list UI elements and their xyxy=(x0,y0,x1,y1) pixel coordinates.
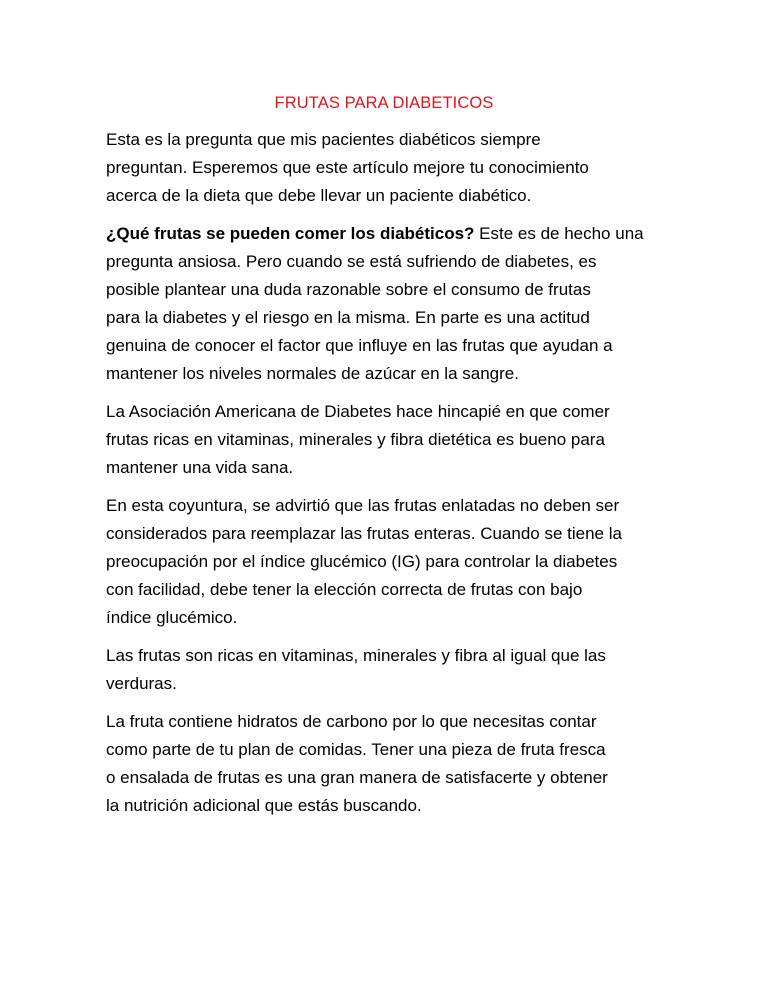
document-title: FRUTAS PARA DIABETICOS xyxy=(274,94,494,112)
text-line: frutas ricas en vitaminas, minerales y fibra dietética es bueno para xyxy=(106,430,605,449)
paragraph-asociacion xyxy=(106,398,666,482)
text-line: Este es de hecho una xyxy=(474,224,644,243)
text-line: con facilidad, debe tener la elección correcta de frutas con bajo xyxy=(106,580,583,599)
document-body xyxy=(106,126,666,830)
text-line: o ensalada de frutas es una gran manera de satisfacerte y obtener xyxy=(106,768,608,787)
paragraph-verduras xyxy=(106,642,666,698)
text-line: índice glucémico. xyxy=(106,608,238,627)
paragraph-hidratos xyxy=(106,708,666,820)
text-line: verduras. xyxy=(106,674,177,693)
text-line: pregunta ansiosa. Pero cuando se está sufriendo de diabetes, es xyxy=(106,252,597,271)
text-line: Las frutas son ricas en vitaminas, minerales y fibra al igual que las xyxy=(106,646,606,665)
text-line: La fruta contiene hidratos de carbono por lo que necesitas contar xyxy=(106,712,597,731)
question-heading: ¿Qué frutas se pueden comer los diabéticos? xyxy=(106,224,475,243)
text-line: En esta coyuntura, se advirtió que las frutas enlatadas no deben ser xyxy=(106,496,620,515)
text-line: La Asociación Americana de Diabetes hace hincapié en que comer xyxy=(106,402,610,421)
text-line: la nutrición adicional que estás buscando. xyxy=(106,796,422,815)
text-line: mantener una vida sana. xyxy=(106,458,294,477)
text-line: para la diabetes y el riesgo en la misma. En parte es una actitud xyxy=(106,308,590,327)
paragraph-question xyxy=(106,220,666,388)
text-line: genuina de conocer el factor que influye en las frutas que ayudan a xyxy=(106,336,613,355)
text-line: preocupación por el índice glucémico (IG) para controlar la diabetes xyxy=(106,552,618,571)
paragraph-coyuntura xyxy=(106,492,666,632)
text-line: mantener los niveles normales de azúcar en la sangre. xyxy=(106,364,519,383)
text-line: como parte de tu plan de comidas. Tener una pieza de fruta fresca xyxy=(106,740,606,759)
text-line: posible plantear una duda razonable sobre el consumo de frutas xyxy=(106,280,591,299)
text-line: considerados para reemplazar las frutas enteras. Cuando se tiene la xyxy=(106,524,622,543)
text-line: acerca de la dieta que debe llevar un paciente diabético. xyxy=(106,186,532,205)
text-line: preguntan. Esperemos que este artículo mejore tu conocimiento xyxy=(106,158,589,177)
text-line: Esta es la pregunta que mis pacientes diabéticos siempre xyxy=(106,130,541,149)
paragraph-intro xyxy=(106,126,666,210)
